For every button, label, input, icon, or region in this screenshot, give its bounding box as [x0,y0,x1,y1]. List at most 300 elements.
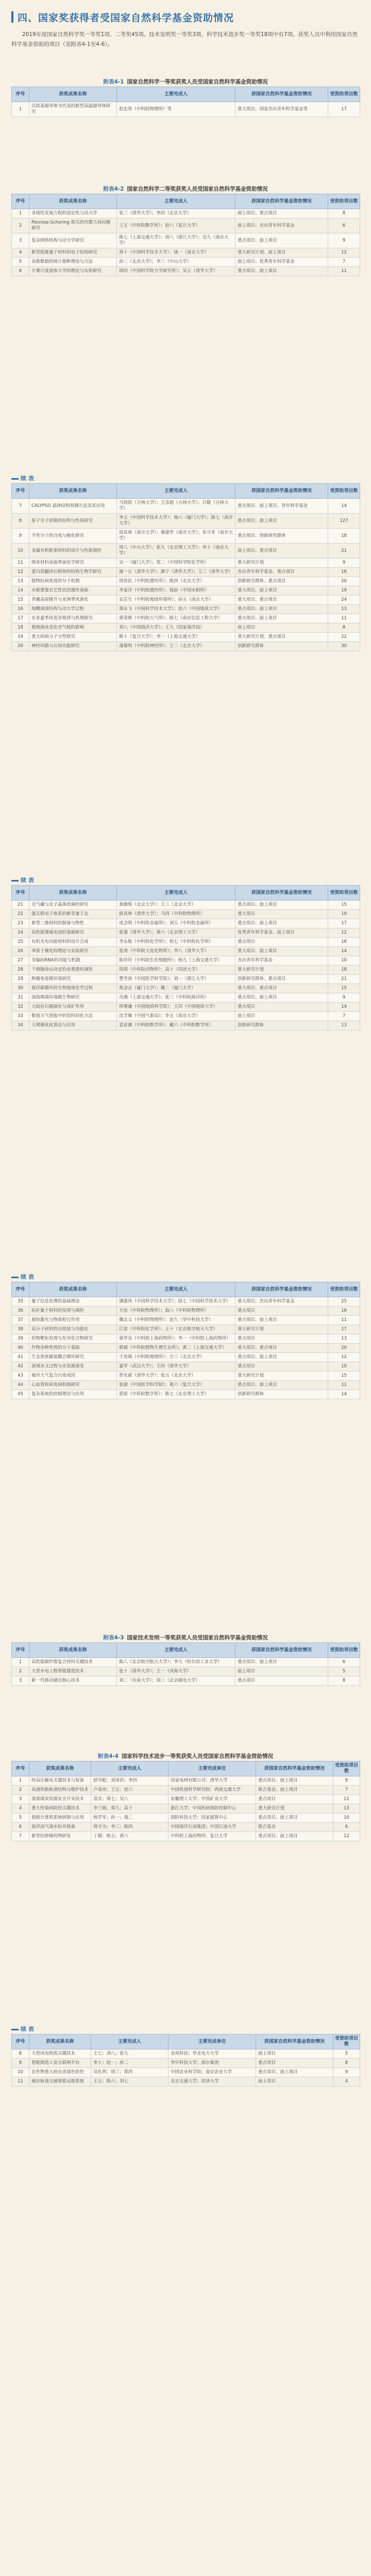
column-header: 受资助项目数 [328,1282,360,1297]
award-table [11,1761,360,1841]
cell-fund: 重大研究计划 [235,1371,328,1381]
cell-name: 纳米材料表面界面化学研究 [29,558,117,568]
cell-n: 6 [12,1823,29,1832]
column-header: 序号 [12,1761,29,1776]
cell-count: 11 [328,267,360,276]
cell-name: 深部煤炭资源安全开采技术 [29,1795,91,1804]
column-header: 主要完成人 [117,886,235,901]
cell-n: 29 [12,975,29,984]
cell-people: 肖湘（上海交通大学）；张三（中科院海洋所） [117,993,235,1003]
cell-n: 2 [12,218,29,233]
cell-count: 18 [328,529,360,544]
cell-name: 城市大气复合污染成因 [29,1371,117,1381]
cell-fund: 面上项目、重点项目 [235,544,328,558]
cell-count: 18 [328,965,360,975]
cell-name: 强关联电子体系的新奇量子态 [29,910,117,919]
cell-fund: 面上项目 [235,623,328,633]
cell-name: 新型低维量子材料的电子结构研究 [29,248,117,258]
table-row [12,642,360,651]
cell-fund: 面上项目 [256,2049,333,2059]
column-header: 受资助项目数 [328,484,360,499]
cell-fund: 重点项目、面上项目 [235,1316,328,1325]
cell-n: 20 [12,642,29,651]
cell-count: 6 [333,1823,360,1832]
column-header: 获奖成果名称 [29,87,117,102]
table-header-row [12,2035,360,2049]
table-row [12,233,360,248]
cell-count: 16 [328,568,360,577]
column-header: 受资助项目数 [328,886,360,901]
cell-fund: 面上项目、重点项目 [235,209,328,218]
section-accent-bar [11,11,13,23]
cell-name: 大规模优化算法与应用 [29,1021,117,1030]
table-caption-text: 国家技术发明一等奖获奖人员受国家自然科学基金资助情况 [127,1635,268,1641]
table-row [12,633,360,642]
cell-name: 干细胞命运决定的表观遗传调控 [29,965,117,975]
table-row [12,2049,360,2059]
cell-fund: 杰出青年科学基金 [235,956,328,965]
cell-fund: 重大项目、国家杰出青年科学基金等 [235,102,328,117]
cell-n: 33 [12,1012,29,1021]
column-header: 获奖成果名称 [29,1761,91,1776]
table-row [12,209,360,218]
cell-count: 7 [328,258,360,267]
cell-count: 19 [328,910,360,919]
cell-count: 11 [328,614,360,623]
cell-fund: 重大研究计划 [235,965,328,975]
cell-name: 手性分子的合成与催化研究 [29,529,117,544]
cell-fund: 重点项目、面上项目 [235,919,328,928]
cell-fund: 重大研究计划 [235,558,328,568]
cell-name: 新型抗肿瘤药物研发 [29,1832,91,1841]
table-block [11,77,360,117]
table-row [12,1297,360,1307]
continuation-bar [11,880,19,882]
award-table [11,885,360,1030]
table-row [12,1814,360,1823]
table-row [12,1012,360,1021]
cell-name: 大型风电机组关键技术 [29,2049,91,2059]
continuation-bar [11,2029,19,2030]
cell-n: 5 [12,258,29,267]
cell-unit: 中科院上海药物所；复旦大学 [168,1832,256,1841]
cell-name: 东亚夏季风变异规律与机理研究 [29,614,117,623]
column-header: 主要完成单位 [168,2035,256,2049]
cell-name: 高性能碳纤维复合材料关键技术 [29,1658,117,1667]
cell-fund: 重点项目、面上项目、青年科学基金 [235,499,328,514]
award-table [11,1282,360,1399]
cell-name: 复杂系统的控制理论与应用 [29,1390,117,1399]
table-row [12,975,360,984]
cell-fund: 重点项目、面上项目 [235,614,328,623]
cell-count: 12 [328,1353,360,1362]
cell-people: 卢春房；王五；赵六 [91,1786,168,1795]
cell-n: 28 [12,965,29,975]
cell-fund: 重大项目、重点项目 [235,984,328,993]
cell-name: 单原子催化的理论与实验研究 [29,947,117,956]
cell-unit: 国家电网有限公司；清华大学 [168,1776,256,1786]
cell-name: 极地海冰变化对气候的影响 [29,623,117,633]
cell-fund: 重点项目、面上项目 [235,1381,328,1390]
cell-fund: 重点项目 [256,1795,333,1804]
cell-n: 13 [12,577,29,586]
cell-people: 贺克斌（清华大学）；张五（北京大学） [117,1371,235,1381]
table-row [12,1832,360,1841]
cell-n: 18 [12,623,29,633]
cell-people: 李十；赵一；孙二 [91,2059,168,2068]
cell-people: 王五（中科院数学所）；赵六（复旦大学） [117,218,235,233]
cell-people: 薛其坤（清华大学）；马四（中科院物理所） [117,910,235,919]
cell-people: 袁亚湘（中科院数学所）；戴六（中科院数学所） [117,1021,235,1030]
award-table [11,87,360,117]
cell-count: 12 [333,1832,360,1841]
table-row [12,577,360,586]
section-header [11,9,360,25]
cell-people: 魏志义（中科院物理所）；赵九（华中科技大学） [117,1316,235,1325]
cell-name: 金属有机框架材料的设计与性能调控 [29,544,117,558]
cell-fund: 重点项目 [235,1307,328,1316]
cell-name: 深海极端环境微生物研究 [29,993,117,1003]
cell-fund: 重点项目 [235,1676,328,1686]
section-title: 四、国家奖获得者受国家自然科学基金资助情况 [18,12,234,24]
cell-n: 14 [12,586,29,596]
table-row [12,267,360,276]
cell-n: 10 [12,544,29,558]
cell-n: 27 [12,956,29,965]
column-header: 获国家自然科学基金资助情况 [235,1282,328,1297]
cell-name: 高维数据的统计推断理论与方法 [29,258,117,267]
table-row [12,938,360,947]
cell-people: 陈十（复旦大学）；李一（上海交通大学） [117,633,235,642]
cell-count: 15 [328,1371,360,1381]
cell-fund: 重点项目、面上项目 [235,605,328,614]
cell-people: 张十（清华大学）；王一（河海大学） [117,1667,235,1676]
cell-name: 药物靶标发现与先导化合物研究 [29,1334,117,1344]
cell-n: 40 [12,1344,29,1353]
cell-people: 安芷生（中科院地球环境所）；孙五（南京大学） [117,596,235,605]
cell-people: 沈学顺（中国气象局）；李五（南京大学） [117,1012,235,1021]
cell-fund: 重点项目、面上项目 [235,267,328,276]
cell-fund: 重点项目、创新研究群体 [235,529,328,544]
intro-paragraph: 2019年度国家自然科学奖一等奖1项、二等奖45项。技术发明奖一等奖3项，科学技术进步奖一等奖18项中有7项。获奖人员中利用国家自然科学基金资助的项目（见附表4-1至4-6）。 [11,31,358,47]
cell-people: 李家洋（中科院遗传所）；钱前（中国水稻所） [117,586,235,596]
cell-people: 蒲慕明（中科院神经所）；王二（北京大学） [117,642,235,651]
cell-people: 曹雪涛（中国医学科学院）；刘一（浙江大学） [117,975,235,984]
column-header: 获奖成果名称 [29,1282,117,1297]
table-row [12,514,360,529]
cell-people: 陈玲玲（中科院生化细胞所）；杨九（上海交通大学） [117,956,235,965]
cell-fund: 重点项目、面上项目 [235,233,328,248]
column-header: 序号 [12,2035,29,2049]
continuation-label [11,474,360,483]
cell-name: 心血管疾病发病机制研究 [29,1381,117,1390]
cell-name: 大陆岩石圈演化与成矿作用 [29,1003,117,1012]
continuation-label [11,2025,360,2034]
cell-name: 新一代移动通信核心技术 [29,1676,117,1686]
cell-count: 19 [328,586,360,596]
table-caption [11,1633,360,1642]
table-row [12,1325,360,1334]
cell-count: 17 [328,102,360,117]
table-row [12,928,360,938]
cell-people: 吴孔明；周三；郑四 [91,2068,168,2077]
continuation-text: 续 表 [21,475,34,482]
cell-count: 24 [328,596,360,605]
cell-people: 孙二（北京大学）；李三（中山大学） [117,258,235,267]
cell-name: 数值天气预报中的资料同化方法 [29,1012,117,1021]
cell-n: 1 [12,1776,29,1786]
cell-count: 11 [328,1316,360,1325]
table-row [12,258,360,267]
continuation-bar [11,1277,19,1278]
cell-fund: 重点项目、面上项目 [235,514,328,529]
cell-count: 22 [328,633,360,642]
cell-count: 5 [328,1667,360,1676]
cell-name: 高分子材料的自组装与功能化 [29,1325,117,1334]
cell-people: 于贵瑞（中科院地理所）；方三（北京大学） [117,1353,235,1362]
continuation-label [11,876,360,885]
column-header: 获国家自然科学基金资助情况 [235,886,328,901]
column-header: 受资助项目数 [328,87,360,102]
cell-fund: 重点项目、面上项目 [256,1814,333,1823]
cell-count: 9 [333,1776,360,1786]
column-header: 主要完成人 [91,1761,168,1776]
column-header: 序号 [12,1282,29,1297]
table-row [12,956,360,965]
award-table [11,194,360,276]
table-row [12,1795,360,1804]
cell-count: 10 [328,956,360,965]
column-header: 获奖成果名称 [29,1643,117,1658]
cell-n: 31 [12,993,29,1003]
cell-n: 36 [12,1307,29,1316]
column-header: 受资助项目数 [328,194,360,209]
cell-name: 海洋碳循环的生物地球化学过程 [29,984,117,993]
column-header: 受资助项目数 [328,1643,360,1658]
cell-people: 江雷（中科院化学所）；王十（北京航空航天大学） [117,1325,235,1334]
cell-people: 李永舫（中科院化学所）；侯七（中科院化学所） [117,938,235,947]
cell-people: 黄荣辉（中科院大气所）；陈七（南京信息工程大学） [117,614,235,623]
cell-n: 25 [12,938,29,947]
table-row [12,529,360,544]
cell-people: 马琰铭（吉林大学）；王彦超（吉林大学）；吕健（吉林大学） [117,499,235,514]
cell-people: 杨学军；孙一；钱二 [91,1814,168,1823]
cell-n: 35 [12,1297,29,1307]
award-table [11,1642,360,1686]
cell-name: 量子信息处理的基础理论 [29,1297,117,1307]
table-row [12,499,360,514]
column-header: 获国家自然科学基金资助情况 [256,1761,333,1776]
cell-count: 127 [328,514,360,529]
award-table [11,2034,360,2087]
column-header: 主要完成人 [117,87,235,102]
table-block [11,1633,360,1686]
cell-fund: 优秀青年科学基金、面上项目 [235,928,328,938]
cell-people: 张澍（中国医学科学院）；葛六（复旦大学） [117,1381,235,1390]
cell-people: 周俭民（中科院遗传所）；陈四（北京大学） [117,577,235,586]
cell-fund: 重大项目、面上项目 [235,586,328,596]
cell-name: 非线性发展方程的适定性与动力学 [29,209,117,218]
cell-count: 11 [333,1795,360,1804]
cell-n: 1 [12,209,29,218]
cell-people: 夏军（武汉大学）；王四（清华大学） [117,1362,235,1371]
cell-count: 10 [328,1362,360,1371]
table-row [12,586,360,596]
cell-name: 介观尺度流体力学的理论与实验研究 [29,267,117,276]
cell-fund: 创新研究群体、重点项目 [235,577,328,586]
cell-name: 高性能锂硫电池的基础研究 [29,928,117,938]
table-number: 附表4-2 [103,186,124,192]
cell-name: 水稻重要农艺性状的遗传基础 [29,586,117,596]
table-block [11,184,360,276]
table-row [12,1344,360,1353]
cell-name: 非编码RNA的功能与机制 [29,956,117,965]
cell-fund: 重点项目 [256,2059,333,2068]
cell-people: 周其林（南开大学）；谢建华（南开大学）；朱守非（南开大学） [117,529,235,544]
table-row [12,901,360,910]
cell-count: 8 [333,2059,360,2068]
cell-name: 超级计算机系统研制与应用 [29,1814,91,1823]
cell-count: 21 [328,975,360,984]
cell-fund: 面上项目 [235,1667,328,1676]
table-row [12,1776,360,1786]
cell-name: 植物抗病免疫的分子机制 [29,577,117,586]
cell-count: 12 [328,248,360,258]
table-row [12,596,360,605]
cell-name: 青藏高原隆升与亚洲季风演化 [29,596,117,605]
cell-people: 赵忠贤（中科院物理所）等 [117,102,235,117]
cell-count: 17 [328,919,360,928]
cell-n: 1 [12,1658,29,1667]
table-row [12,2077,360,2087]
cell-fund: 面上项目、优秀青年科学基金 [235,258,328,267]
table-row [12,1334,360,1344]
cell-fund: 重大项目、重点项目 [235,596,328,605]
cell-n: 22 [12,910,29,919]
cell-people: 侯增谦（中国地质科学院）；王四（中国地质大学） [117,1003,235,1012]
cell-n: 7 [12,1832,29,1841]
cell-n: 2 [12,1667,29,1676]
cell-fund: 创新研究群体 [235,1021,328,1030]
table-row [12,2059,360,2068]
cell-unit: 中国海洋石油集团；中国石油大学 [168,1823,256,1832]
cell-people: 周四（中国科学院力学研究所）；吴五（清华大学） [117,267,235,276]
cell-name: 有机光电功能材料的设计合成 [29,938,117,947]
cell-fund: 重点项目 [235,938,328,947]
cell-n: 4 [12,248,29,258]
cell-people: 潘建伟（中国科学技术大学）；陆七（中国科学技术大学） [117,1297,235,1307]
cell-fund: 重点项目、面上项目 [235,1658,328,1667]
column-header: 获国家自然科学基金资助情况 [235,87,328,102]
cell-n: 32 [12,1003,29,1012]
cell-n: 15 [12,596,29,605]
table-caption-text: 国家科学技术进步一等奖获奖人员受国家自然科学基金资助情况 [121,1753,273,1759]
column-header: 序号 [12,87,29,102]
cell-fund: 重大项目 [235,910,328,919]
cell-name: 以铁基超导体为代表的新型高温超导体研究 [29,102,117,117]
cell-people: 郑永飞（中国科学技术大学）；赵六（中国地质大学） [117,605,235,614]
cell-fund: 重大研究计划、重点项目 [235,633,328,642]
table-row [12,544,360,558]
column-header: 主要完成人 [117,1282,235,1297]
cell-fund: 重点项目 [235,1003,328,1012]
cell-n: 9 [12,2059,29,2068]
cell-count: 8 [328,209,360,218]
cell-people: 周琪（中科院动物所）；高十（同济大学） [117,965,235,975]
cell-fund: 重大项目、重点项目 [235,1344,328,1353]
cell-n: 30 [12,984,29,993]
cell-name: 原子分子团簇的结构与性质研究 [29,514,117,529]
cell-fund: 面上项目、杰出青年科学基金 [235,218,328,233]
table-caption-text: 国家自然科学一等奖获奖人员受国家自然科学基金资助情况 [127,79,268,85]
cell-name: 特高压输电关键技术与装备 [29,1776,91,1786]
cell-people: 刘二（东南大学）；周三（北京邮电大学） [117,1676,235,1686]
table-row [12,1676,360,1686]
cell-count: 9 [328,233,360,248]
cell-n: 37 [12,1316,29,1325]
cell-name: Penrose-Schering 相关的代数几何问题研究 [29,218,117,233]
table-caption [11,184,360,194]
cell-count: 9 [328,993,360,1003]
table-number: 附表4-4 [98,1753,119,1759]
table-row [12,1307,360,1316]
column-header: 序号 [12,1643,29,1658]
cell-n: 8 [12,2049,29,2059]
table-row [12,623,360,633]
table-row [12,910,360,919]
cell-count: 30 [328,642,360,651]
cell-count: 10 [333,1814,360,1823]
cell-n: 16 [12,605,29,614]
cell-people: 龚旗煌（北京大学）；王三（北京大学） [117,901,235,910]
cell-n: 10 [12,2068,29,2077]
cell-n: 11 [12,2077,29,2087]
table-row [12,1658,360,1667]
column-header: 获奖成果名称 [29,2035,91,2049]
table-row [12,568,360,577]
cell-n: 7 [12,499,29,514]
cell-n: 17 [12,614,29,623]
cell-people: 郭雷（中科院数学所）；陈七（北京理工大学） [117,1390,235,1399]
cell-count: 6 [328,1658,360,1667]
table-row [12,1371,360,1381]
cell-count: 17 [328,1325,360,1334]
table-row [12,1316,360,1325]
table-row [12,1381,360,1390]
cell-people: 张三（清华大学）；李四（北京大学） [117,209,235,218]
table-row [12,1021,360,1030]
table-row [12,218,360,233]
cell-count: 4 [333,2077,360,2087]
cell-people: 方忠（中科院物理所）；翁八（中科院物理所） [117,1307,235,1316]
column-header: 获国家自然科学基金资助情况 [256,2035,333,2049]
cell-fund: 重点项目 [235,1362,328,1371]
cell-people: 张涛（中科院大连化物所）；李八（清华大学） [117,947,235,956]
cell-name: 地幔深部结构与动力学过程 [29,605,117,614]
cell-fund: 重点项目、面上项目 [256,1832,333,1841]
cell-n: 11 [12,558,29,568]
cell-name: 城市轨道交通智能运维系统 [29,2077,91,2087]
cell-count: 7 [328,1012,360,1021]
table-header-row [12,1643,360,1658]
cell-n: 21 [12,901,29,910]
cell-unit: 中国农业科学院；南京农业大学 [168,2068,256,2077]
column-header: 受资助项目数 [333,1761,360,1776]
cell-count: 14 [328,1390,360,1399]
column-header: 获奖成果名称 [29,194,117,209]
cell-fund: 重点项目、面上项目 [235,901,328,910]
cell-name: 肿瘤免疫微环境研究 [29,975,117,984]
